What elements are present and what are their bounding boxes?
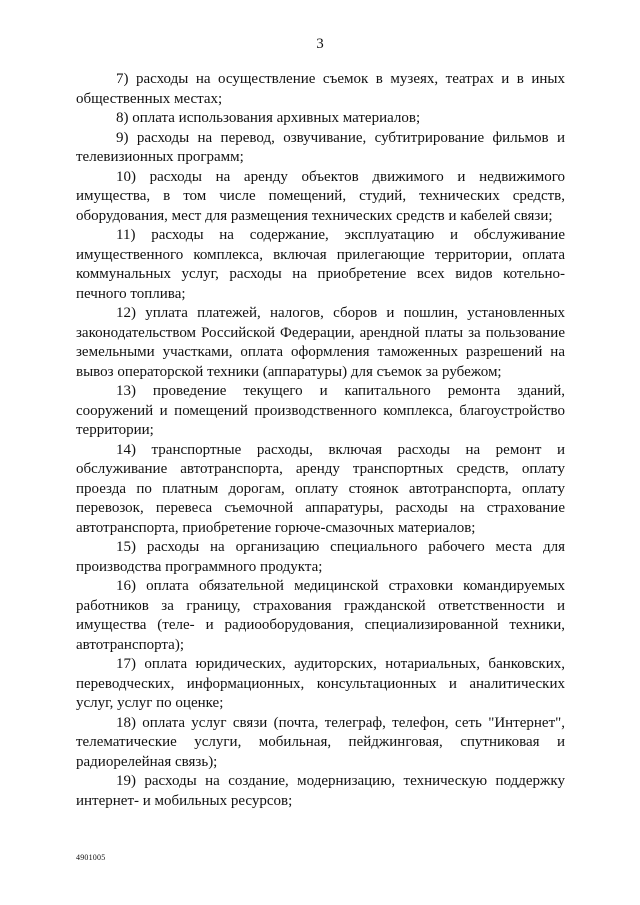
- list-item-7: 7) расходы на осуществление съемок в музеях, театрах и в иных общественных местах;: [76, 71, 565, 107]
- list-item-12: 12) уплата платежей, налогов, сборов и пошлин, установленных законодательством Российской Федерации, арендной платы за пользование земельными участками, оплата оформления таможенных разрешений на вывоз операторской техники (аппаратуры) для съемок за рубежом;: [76, 305, 565, 380]
- document-code: 4901005: [76, 853, 106, 862]
- list-item-15: 15) расходы на организацию специального рабочего места для производства программного продукта;: [76, 539, 565, 575]
- document-body: [76, 70, 565, 811]
- list-item-8: 8) оплата использования архивных материалов;: [116, 110, 421, 126]
- list-item-14: 14) транспортные расходы, включая расходы на ремонт и обслуживание автотранспорта, аренду транспортных средств, оплату проезда по платным дорогам, оплату стоянок автотранспорта, оплату перевозок, перевеса съемочной аппаратуры, расходы на страхование автотранспорта, приобретение горюче-смазочных материалов;: [76, 441, 565, 536]
- list-item-13: 13) проведение текущего и капитального ремонта зданий, сооружений и помещений производственного комплекса, благоустройство территории;: [76, 383, 565, 438]
- page-number: 3: [316, 36, 324, 52]
- list-item-10: 10) расходы на аренду объектов движимого и недвижимого имущества, в том числе помещений, студий, технических средств, оборудования, мест для размещения технических средств и кабелей связи;: [76, 168, 565, 224]
- list-item-9: 9) расходы на перевод, озвучивание, субтитрирование фильмов и телевизионных программ;: [76, 129, 565, 165]
- list-item-11: 11) расходы на содержание, эксплуатацию и обслуживание имущественного комплекса, включая прилегающие территории, оплата коммунальных услуг, расходы на приобретение всех видов котельно-печного топлива;: [76, 227, 565, 302]
- list-item-18: 18) оплата услуг связи (почта, телеграф, телефон, сеть "Интернет", телематические услуги, мобильная, пейджинговая, спутниковая и радиорелейная связь);: [76, 714, 565, 770]
- list-item-17: 17) оплата юридических, аудиторских, нотариальных, банковских, переводческих, информационных, консультационных и аналитических услуг, услуг по оценке;: [76, 656, 565, 711]
- list-item-16: 16) оплата обязательной медицинской страховки командируемых работников за границу, страхования гражданской ответственности и имущества (теле- и радиооборудования, специализированной техники, автотранспорта);: [76, 578, 565, 653]
- list-item-19: 19) расходы на создание, модернизацию, техническую поддержку интернет- и мобильных ресурсов;: [76, 773, 565, 809]
